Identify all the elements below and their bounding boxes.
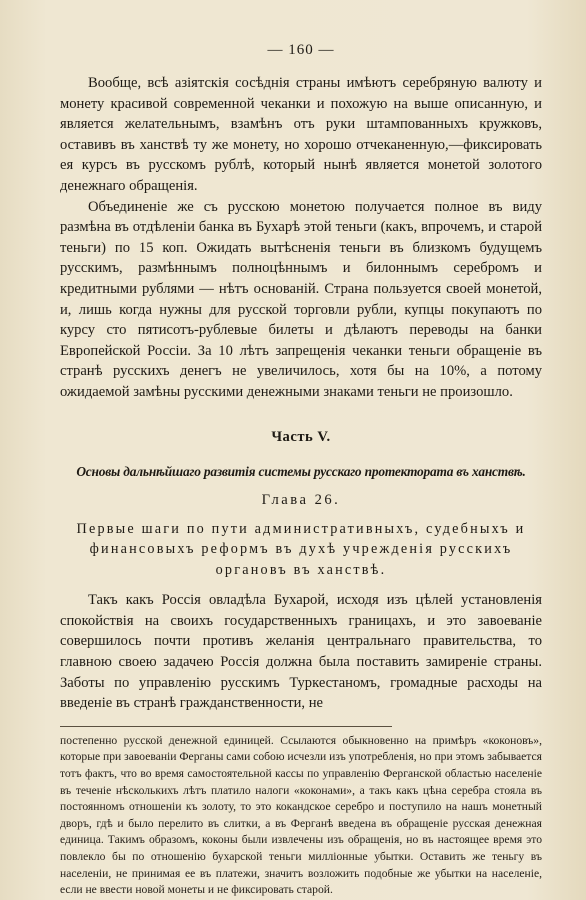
part-title: Основы дальнѣйшаго развитія системы русскаго протектората въ ханствѣ.	[76, 463, 526, 479]
chapter-paragraph: Такъ какъ Россія овладѣла Бухарой, исходя изъ цѣлей установленія спокойствія на своихъ государственныхъ границахъ, и это завоеваніе совершилось почти противъ желанія центральнаго правительства, то главною своею задачею Россія должна была поставить замиреніе страны. Заботы по управленію русскимъ Туркестаномъ, громадные расходы на введеніе въ странѣ гражданственности, не	[60, 592, 542, 712]
body-paragraph-2: Объединеніе же съ русскою монетою получается полное въ виду размѣна въ отдѣленіи банка въ Бухарѣ этой теньги (какъ, впрочемъ, и старой теньги) по 15 коп. Ожидать вытѣсненія теньги въ близкомъ будущемъ русскимъ, размѣннымъ полноцѣннымъ и билоннымъ серебромъ и кредитными рублями — нѣтъ основаній. Страна пользуется своей монетой, и, лишь когда нужны для русской торговли рубли, купцы покупаютъ по курсу сто пятисотъ-рублевые билеты и дѣлаютъ переводы на банки Европейской Россіи. За 10 лѣтъ запрещенія чеканки теньги обращеніе въ странѣ русскихъ денегъ не увеличилось, хотя бы на 10%, а потому ожидаемой замѣны русскими денежными знаками теньги не произошло.	[60, 198, 542, 400]
part-heading: Часть V.	[271, 428, 331, 445]
body-paragraph-1: Вообще, всѣ азіятскія сосѣднія страны имѣютъ серебряную валюту и монету красивой современной чеканки и похожую на выше описанную, и является желательнымъ, взамѣнъ отъ руки штампованныхъ кружковъ, оставивъ въ ханствѣ ту же монету, но хорошо отчеканенную,—фиксировать ея курсъ въ русскомъ рублѣ, который нынѣ является монетой золотого денежнаго обращенія.	[60, 75, 542, 194]
chapter-heading: Глава 26.	[261, 491, 341, 508]
footnote: постепенно русской денежной единицей. Ссылаются обыкновенно на примѣръ «коконовъ», которые при завоеваніи Ферганы сами собою исчезли изъ употребленія, но при этомъ забывается тотъ фактъ, что во время самостоятельной кассы по управленію Ферганской областью населеніе въ теченіе нѣсколькихъ лѣтъ платило налоги «коконами», а такъ какъ цѣна серебра стояла въ постоянномъ отношеніи къ золоту, то это кокандское серебро и поступило на нашъ монетный дворъ, гдѣ и было перелито въ слитки, а въ Ферганѣ введена въ обращеніе русская денежная единица. Такимъ образомъ, коконы были извлечены изъ обращенія, но въ настоящее время это повлекло бы по отношенію бухарской теньги милліонные убытки. Оставить же теньгу въ населеніи, не принимая ее въ платежи, значитъ возложить подобные же убытки на населеніе, если не ввести новой монеты и не фиксировать старой.	[60, 733, 542, 897]
page-number: — 160 —	[267, 42, 335, 58]
footnote-divider	[60, 726, 392, 727]
chapter-title: Первые шаги по пути административныхъ, судебныхъ и финансовыхъ реформъ въ духѣ учрежденія русскихъ органовъ въ ханствѣ.	[76, 520, 526, 578]
